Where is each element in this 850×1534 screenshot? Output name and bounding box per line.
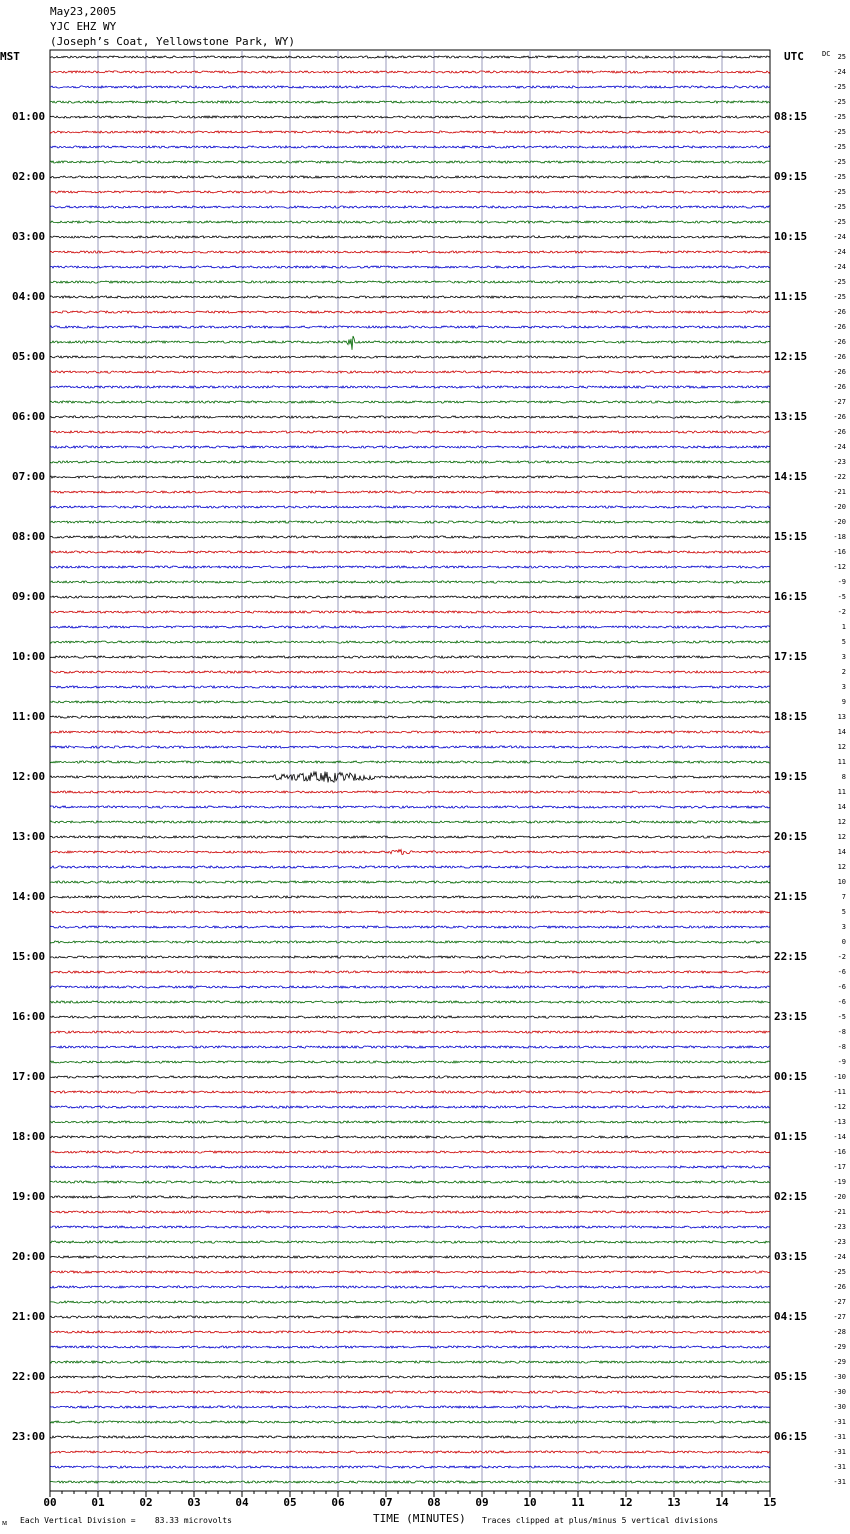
mst-hour-label: 23:00 [12, 1430, 46, 1443]
trace-row [50, 146, 770, 148]
dc-offset-label: 3 [841, 683, 846, 691]
trace-row [50, 1001, 770, 1003]
trace-row [50, 206, 770, 208]
dc-offset-label: -17 [833, 1163, 846, 1171]
x-tick-label: 05 [283, 1496, 297, 1509]
dc-offset-label: -27 [833, 1313, 846, 1321]
mst-hour-label: 04:00 [12, 290, 46, 303]
dc-offset-label: 0 [841, 938, 846, 946]
trace-row [50, 266, 770, 268]
trace-row [50, 836, 770, 838]
mst-hour-label: 18:00 [12, 1130, 46, 1143]
station-code: YJC EHZ WY [50, 20, 117, 33]
trace-row [50, 671, 770, 673]
trace-row [50, 911, 770, 913]
trace-row [50, 821, 770, 823]
dc-offset-label: 12 [837, 818, 846, 826]
dc-header-label: DC [822, 50, 831, 58]
dc-offset-label: -26 [833, 308, 846, 316]
trace-row [50, 56, 770, 58]
dc-offset-label: 12 [837, 833, 846, 841]
trace-row [50, 191, 770, 193]
x-tick-label: 10 [523, 1496, 537, 1509]
dc-offset-label: -20 [833, 518, 846, 526]
dc-offset-label: 2 [841, 668, 846, 676]
dc-offset-label: -25 [833, 218, 846, 226]
utc-hour-label: 11:15 [774, 290, 808, 303]
mst-hour-label: 01:00 [12, 110, 46, 123]
dc-offset-label: -26 [833, 413, 846, 421]
scale-note: Each Vertical Division = 83.33 microvolts [20, 1516, 232, 1525]
trace-row [50, 311, 770, 313]
dc-offset-label: 25 [837, 53, 846, 61]
dc-offset-label: -25 [833, 293, 846, 301]
trace-row [50, 716, 770, 718]
trace-row [50, 71, 770, 73]
dc-offset-label: -23 [833, 1238, 846, 1246]
trace-row [50, 1301, 770, 1303]
dc-offset-label: -11 [833, 1088, 846, 1096]
trace-row [50, 336, 770, 350]
utc-hour-label: 08:15 [774, 110, 808, 123]
trace-row [50, 1181, 770, 1183]
dc-offset-label: -30 [833, 1373, 846, 1381]
mst-hour-label: 20:00 [12, 1250, 46, 1263]
dc-offset-label: -26 [833, 338, 846, 346]
utc-hour-label: 10:15 [774, 230, 808, 243]
utc-hour-label: 22:15 [774, 950, 808, 963]
trace-row [50, 626, 770, 628]
trace-row [50, 656, 770, 658]
dc-offset-label: -6 [837, 998, 846, 1006]
mst-hour-label: 22:00 [12, 1370, 46, 1383]
utc-hour-label: 17:15 [774, 650, 808, 663]
dc-offset-label: -6 [837, 968, 846, 976]
dc-offset-label: -6 [837, 983, 846, 991]
trace-row [50, 686, 770, 688]
trace-row [50, 356, 770, 358]
dc-offset-label: -24 [833, 248, 846, 256]
dc-offset-label: -29 [833, 1358, 846, 1366]
trace-row [50, 1346, 770, 1348]
utc-hour-label: 21:15 [774, 890, 808, 903]
x-tick-label: 12 [619, 1496, 633, 1509]
dc-offset-label: -18 [833, 533, 846, 541]
trace-row [50, 596, 770, 598]
dc-offset-label: -16 [833, 1148, 846, 1156]
trace-row [50, 1376, 770, 1378]
dc-offset-label: -28 [833, 1328, 846, 1336]
trace-row [50, 1331, 770, 1333]
dc-offset-label: -24 [833, 233, 846, 241]
station-location: (Joseph’s Coat, Yellowstone Park, WY) [50, 35, 296, 48]
mst-hour-label: 14:00 [12, 890, 46, 903]
dc-offset-label: -26 [833, 428, 846, 436]
trace-row [50, 1406, 770, 1408]
dc-offset-label: -9 [837, 578, 846, 586]
trace-row [50, 461, 770, 463]
x-tick-label: 08 [427, 1496, 441, 1509]
dc-offset-label: -25 [833, 83, 846, 91]
trace-row [50, 1391, 770, 1393]
mst-hour-label: 12:00 [12, 770, 46, 783]
trace-row [50, 476, 770, 478]
utc-hour-label: 12:15 [774, 350, 808, 363]
dc-offset-label: -12 [833, 563, 846, 571]
dc-offset-label: -5 [837, 593, 846, 601]
dc-offset-label: -30 [833, 1403, 846, 1411]
utc-hour-label: 00:15 [774, 1070, 808, 1083]
trace-row [50, 1016, 770, 1018]
trace-row [50, 176, 770, 178]
trace-row [50, 926, 770, 928]
dc-offset-label: -24 [833, 68, 846, 76]
right-timezone-label: UTC [784, 50, 804, 63]
mst-hour-label: 05:00 [12, 350, 46, 363]
trace-row [50, 1271, 770, 1273]
trace-row [50, 401, 770, 403]
trace-row [50, 296, 770, 298]
dc-offset-label: -25 [833, 188, 846, 196]
dc-offset-label: 14 [837, 803, 846, 811]
trace-row [50, 86, 770, 88]
x-tick-label: 14 [715, 1496, 729, 1509]
trace-row [50, 506, 770, 508]
mst-hour-label: 02:00 [12, 170, 46, 183]
trace-row [50, 850, 770, 855]
x-tick-label: 09 [475, 1496, 489, 1509]
trace-row [50, 1136, 770, 1138]
dc-offset-label: -9 [837, 1058, 846, 1066]
dc-offset-label: 10 [837, 878, 846, 886]
x-tick-label: 15 [763, 1496, 777, 1509]
dc-offset-label: -25 [833, 113, 846, 121]
dc-offset-label: -21 [833, 488, 846, 496]
trace-row [50, 1286, 770, 1288]
trace-row [50, 1226, 770, 1228]
dc-offset-label: 5 [841, 638, 846, 646]
x-tick-label: 07 [379, 1496, 393, 1509]
mst-hour-label: 07:00 [12, 470, 46, 483]
dc-offset-label: -23 [833, 458, 846, 466]
dc-offset-label: -25 [833, 203, 846, 211]
trace-row [50, 161, 770, 163]
trace-row [50, 986, 770, 988]
trace-row [50, 701, 770, 703]
dc-offset-label: -22 [833, 473, 846, 481]
dc-offset-label: 9 [841, 698, 846, 706]
trace-row [50, 236, 770, 238]
dc-offset-label: -31 [833, 1478, 846, 1486]
dc-offset-label: -2 [837, 608, 846, 616]
x-tick-label: 13 [667, 1496, 681, 1509]
dc-offset-label: -26 [833, 368, 846, 376]
trace-row [50, 281, 770, 283]
left-timezone-label: MST [0, 50, 20, 63]
dc-offset-label: -31 [833, 1433, 846, 1441]
utc-hour-label: 01:15 [774, 1130, 808, 1143]
trace-row [50, 221, 770, 223]
trace-row [50, 371, 770, 373]
dc-offset-label: -26 [833, 1283, 846, 1291]
dc-offset-label: -25 [833, 143, 846, 151]
dc-offset-label: 1 [841, 623, 846, 631]
dc-offset-label: -16 [833, 548, 846, 556]
trace-row [50, 1046, 770, 1048]
dc-offset-label: -10 [833, 1073, 846, 1081]
dc-offset-label: 14 [837, 848, 846, 856]
x-tick-label: 02 [139, 1496, 153, 1509]
x-tick-label: 03 [187, 1496, 201, 1509]
trace-row [50, 1451, 770, 1453]
x-tick-label: 01 [91, 1496, 105, 1509]
record-date: May23,2005 [50, 5, 117, 18]
utc-hour-label: 04:15 [774, 1310, 808, 1323]
dc-offset-label: 3 [841, 653, 846, 661]
utc-hour-label: 15:15 [774, 530, 808, 543]
dc-offset-label: -21 [833, 1208, 846, 1216]
trace-row [50, 971, 770, 973]
mst-hour-label: 21:00 [12, 1310, 46, 1323]
trace-row [50, 731, 770, 733]
trace-row [50, 491, 770, 493]
trace-row [50, 551, 770, 553]
x-axis-title: TIME (MINUTES) [373, 1512, 466, 1525]
mst-hour-label: 13:00 [12, 830, 46, 843]
dc-offset-label: -31 [833, 1418, 846, 1426]
dc-offset-label: -27 [833, 398, 846, 406]
dc-offset-label: -30 [833, 1388, 846, 1396]
trace-row [50, 1256, 770, 1258]
utc-hour-label: 06:15 [774, 1430, 808, 1443]
utc-hour-label: 13:15 [774, 410, 808, 423]
trace-row [50, 521, 770, 523]
trace-row [50, 772, 770, 783]
dc-offset-label: -23 [833, 1223, 846, 1231]
dc-offset-label: -20 [833, 1193, 846, 1201]
utc-hour-label: 19:15 [774, 770, 808, 783]
trace-row [50, 641, 770, 643]
dc-offset-label: 7 [841, 893, 846, 901]
trace-row [50, 611, 770, 613]
trace-row [50, 1241, 770, 1243]
dc-offset-label: -2 [837, 953, 846, 961]
trace-row [50, 1316, 770, 1318]
dc-offset-label: 13 [837, 713, 846, 721]
trace-row [50, 956, 770, 958]
trace-row [50, 116, 770, 118]
trace-row [50, 791, 770, 793]
dc-offset-label: -24 [833, 1253, 846, 1261]
trace-row [50, 1091, 770, 1093]
dc-offset-label: -31 [833, 1448, 846, 1456]
trace-row [50, 1121, 770, 1123]
utc-hour-label: 03:15 [774, 1250, 808, 1263]
mst-hour-label: 19:00 [12, 1190, 46, 1203]
logo-mark: ᴍ [2, 1518, 8, 1527]
trace-row [50, 896, 770, 898]
utc-hour-label: 20:15 [774, 830, 808, 843]
trace-row [50, 566, 770, 568]
dc-offset-label: 14 [837, 728, 846, 736]
mst-hour-label: 11:00 [12, 710, 46, 723]
trace-row [50, 1421, 770, 1423]
trace-row [50, 1481, 770, 1483]
trace-row [50, 1076, 770, 1078]
trace-row [50, 101, 770, 103]
dc-offset-label: -25 [833, 98, 846, 106]
trace-row [50, 746, 770, 748]
dc-offset-label: -19 [833, 1178, 846, 1186]
dc-offset-label: 11 [837, 758, 846, 766]
trace-row [50, 326, 770, 328]
mst-hour-label: 10:00 [12, 650, 46, 663]
trace-row [50, 1031, 770, 1033]
mst-hour-label: 06:00 [12, 410, 46, 423]
dc-offset-label: -26 [833, 383, 846, 391]
mst-hour-label: 09:00 [12, 590, 46, 603]
dc-offset-label: -26 [833, 323, 846, 331]
dc-offset-label: 3 [841, 923, 846, 931]
trace-row [50, 1466, 770, 1468]
trace-row [50, 536, 770, 538]
mst-hour-label: 17:00 [12, 1070, 46, 1083]
dc-offset-label: -25 [833, 278, 846, 286]
trace-row [50, 1106, 770, 1108]
trace-row [50, 1061, 770, 1063]
mst-hour-label: 15:00 [12, 950, 46, 963]
trace-row [50, 1196, 770, 1198]
dc-offset-label: -14 [833, 1133, 846, 1141]
dc-offset-label: 12 [837, 863, 846, 871]
dc-offset-label: -29 [833, 1343, 846, 1351]
dc-offset-label: -25 [833, 173, 846, 181]
x-tick-label: 04 [235, 1496, 249, 1509]
trace-row [50, 386, 770, 388]
trace-row [50, 806, 770, 808]
plot-frame [50, 50, 770, 1491]
dc-offset-label: 11 [837, 788, 846, 796]
trace-row [50, 581, 770, 583]
utc-hour-label: 14:15 [774, 470, 808, 483]
trace-row [50, 251, 770, 253]
utc-hour-label: 05:15 [774, 1370, 808, 1383]
trace-row [50, 881, 770, 883]
trace-row [50, 866, 770, 868]
trace-row [50, 431, 770, 433]
trace-row [50, 446, 770, 448]
x-tick-label: 06 [331, 1496, 345, 1509]
trace-row [50, 761, 770, 763]
x-tick-label: 00 [43, 1496, 57, 1509]
trace-row [50, 1166, 770, 1168]
trace-row [50, 131, 770, 133]
utc-hour-label: 23:15 [774, 1010, 808, 1023]
x-tick-label: 11 [571, 1496, 585, 1509]
dc-offset-label: -12 [833, 1103, 846, 1111]
trace-row [50, 1211, 770, 1213]
dc-offset-label: 8 [841, 773, 846, 781]
trace-row [50, 941, 770, 943]
dc-offset-label: -27 [833, 1298, 846, 1306]
dc-offset-label: -13 [833, 1118, 846, 1126]
dc-offset-label: -20 [833, 503, 846, 511]
dc-offset-label: -24 [833, 263, 846, 271]
dc-offset-label: -26 [833, 353, 846, 361]
trace-row [50, 1361, 770, 1363]
dc-offset-label: -25 [833, 1268, 846, 1276]
dc-offset-label: -5 [837, 1013, 846, 1021]
utc-hour-label: 09:15 [774, 170, 808, 183]
trace-row [50, 416, 770, 418]
utc-hour-label: 18:15 [774, 710, 808, 723]
trace-row [50, 1436, 770, 1438]
dc-offset-label: -8 [837, 1028, 846, 1036]
utc-hour-label: 16:15 [774, 590, 808, 603]
dc-offset-label: -31 [833, 1463, 846, 1471]
dc-offset-label: -25 [833, 158, 846, 166]
mst-hour-label: 08:00 [12, 530, 46, 543]
dc-offset-label: 12 [837, 743, 846, 751]
dc-offset-label: -25 [833, 128, 846, 136]
utc-hour-label: 02:15 [774, 1190, 808, 1203]
dc-offset-label: 5 [841, 908, 846, 916]
mst-hour-label: 03:00 [12, 230, 46, 243]
mst-hour-label: 16:00 [12, 1010, 46, 1023]
clip-note: Traces clipped at plus/minus 5 vertical divisions [482, 1516, 719, 1525]
dc-offset-label: -8 [837, 1043, 846, 1051]
dc-offset-label: -24 [833, 443, 846, 451]
trace-row [50, 1151, 770, 1153]
